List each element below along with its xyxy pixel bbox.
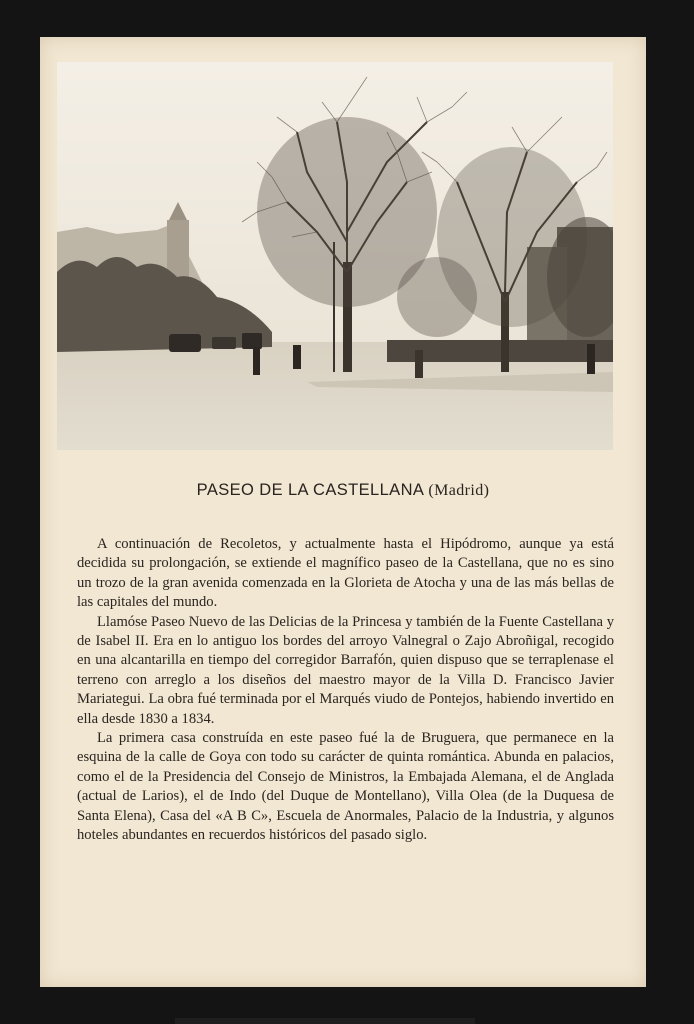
paragraph-3: La primera casa construída en este paseo fué la de Bruguera, que permanece en la esquina de la calle de Goya con todo su carácter de quinta romántica. Abunda en palacios, como el de la Presidencia del Consejo de Ministros, la Embajada Alemana, el de Anglada (actual de Larios), el de Indo (del Duque de Montellano), Villa Olea (de la Duquesa de Santa Elena), Casa del «A B C», Escuela de Anormales, Palacio de la Industria, y algunos hoteles abundantes en recuerdos históricos del pasado siglo. <box>77 730 614 844</box>
title-location: (Madrid) <box>428 482 490 499</box>
postcard <box>40 37 646 987</box>
paragraph-1: A continuación de Recoletos, y actualmente hasta el Hipódromo, aunque ya está decidida su prolongación, se extiende el magnífico paseo de la Castellana, que no es sino un trozo de la gran avenida comenzada en la Glorieta de Atocha y una de las más bellas de las capitales del mundo. <box>77 536 614 611</box>
street-photograph <box>57 62 613 450</box>
paragraph-2: Llamóse Paseo Nuevo de las Delicias de la Princesa y también de la Fuente Castellana y de Isabel II. Era en lo antiguo los bordes del arroyo Valnegral o Zajo Abroñigal, recogido en una alcantarilla en tiempo del corregidor Barrafón, quien dispuso que se terraplenase el terreno con arreglo a los diseños del maestro mayor de la Villa D. Francisco Javier Mariategui. La obra fué terminada por el Marqués viudo de Pontejos, habiendo invertido en ella desde 1830 a 1834. <box>77 613 614 727</box>
bottom-edge-mark <box>175 1018 475 1024</box>
title-main: PASEO DE LA CASTELLANA <box>196 481 424 499</box>
description-text <box>77 535 614 846</box>
postcard-title <box>40 481 646 500</box>
